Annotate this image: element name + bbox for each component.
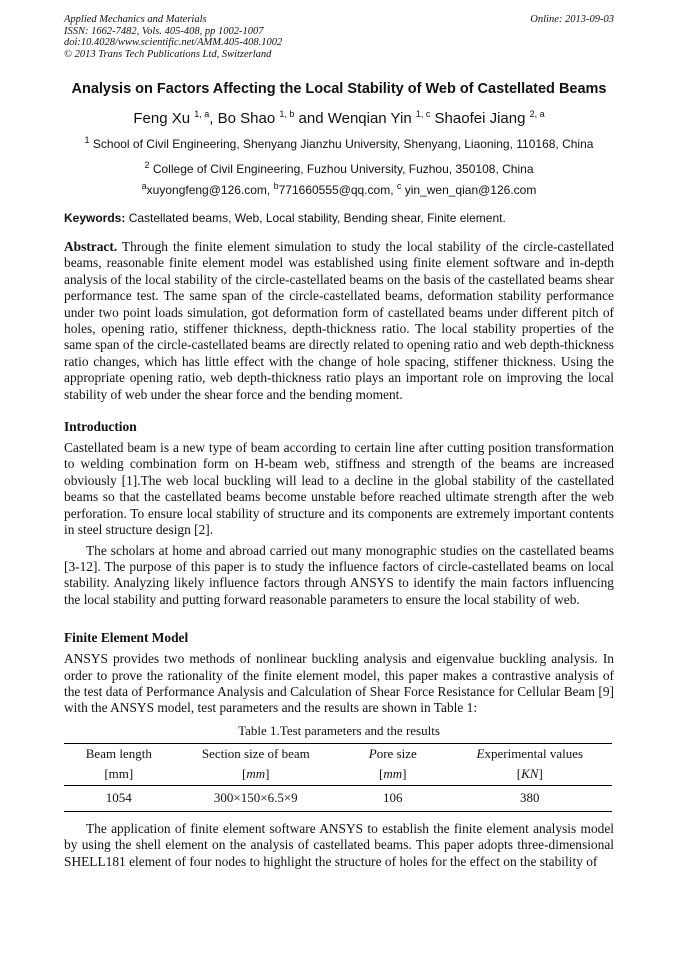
header-text: Section size of beam xyxy=(201,745,310,761)
affiliation-mark: 1 xyxy=(84,135,90,145)
author-affil-mark: 1, b xyxy=(279,109,295,119)
keywords-text: Castellated beams, Web, Local stability, Bending shear, Finite element. xyxy=(125,211,506,225)
intro-paragraph-1: Castellated beam is a new type of beam according to certain line after cutting position transformation to welding combination form on H-beam web, stiffness and strength of the beams are increased obviously [1].The web local buckling will lead to a decline in the global stability of the castellated beams so that the castellated beams become unstable before reached ultimate strength after the web perforation. To ensure local stability of structure and its components are extremely important contents in steel structure design [2]. xyxy=(64,440,614,538)
author-name: Bo Shao xyxy=(217,110,276,127)
keywords-label: Keywords: xyxy=(64,211,126,225)
affiliation-2 xyxy=(64,157,614,177)
author-name: Feng Xu xyxy=(133,110,191,127)
table-unit-cell: [mm] xyxy=(64,765,174,786)
section-heading-introduction: Introduction xyxy=(64,419,137,435)
table-unit-cell: [mm] xyxy=(338,765,448,786)
author-affil-mark: 1, a xyxy=(194,109,210,119)
email-mark: c xyxy=(396,181,402,191)
affiliation-text: College of Civil Engineering, Fuzhou University, Fuzhou, 350108, China xyxy=(152,162,534,176)
doi-line: doi:10.4028/www.scientific.net/AMM.405-408.1002 xyxy=(64,37,283,48)
fem-paragraph-1: ANSYS provides two methods of nonlinear buckling analysis and eigenvalue buckling analysis. In order to prove the rationality of the finite element model, this paper makes a contrastive analysis of the test data of Performance Analysis and Calculation of Shear Force Resistance for Cellular Beam [9] with the ANSYS model, test parameters and the results are shown in Table 1: xyxy=(64,651,614,716)
journal-name: Applied Mechanics and Materials xyxy=(64,14,207,25)
table-cell: 300×150×6.5×9 xyxy=(174,785,338,811)
author-name: Wenqian Yin xyxy=(327,110,412,127)
journal-header xyxy=(64,14,614,60)
unit-italic: mm xyxy=(383,765,403,781)
affiliation-text: School of Civil Engineering, Shenyang Jianzhu University, Shenyang, Liaoning, 110168, China xyxy=(92,137,594,151)
email-mark: b xyxy=(273,181,279,191)
issn-line: ISSN: 1662-7482, Vols. 405-408, pp 1002-1007 xyxy=(64,25,264,37)
header-italic-initial: P xyxy=(368,745,377,761)
table-units-row xyxy=(64,765,612,786)
unit-italic: KN xyxy=(521,765,539,781)
header-text: xperimental values xyxy=(484,745,584,761)
affiliation-1 xyxy=(64,132,614,152)
email-list xyxy=(64,181,614,197)
affiliation-mark: 2 xyxy=(144,160,150,170)
author-sep: , xyxy=(209,110,218,127)
email-address: 771660555@qq.com, xyxy=(278,183,397,197)
copyright-line: © 2013 Trans Tech Publications Ltd, Switzerland xyxy=(64,48,272,60)
paper-title: Analysis on Factors Affecting the Local Stability of Web of Castellated Beams xyxy=(71,81,607,97)
header-italic-initial: E xyxy=(476,745,485,761)
header-text: ore size xyxy=(376,745,417,761)
table-cell: 1054 xyxy=(64,785,174,811)
email-address: yin_wen_qian@126.com xyxy=(401,183,537,197)
author-affil-mark: 1, c xyxy=(415,109,431,119)
table-header-cell xyxy=(64,743,174,765)
author-affil-mark: 2, a xyxy=(529,109,545,119)
author-name: Shaofei Jiang xyxy=(434,110,526,127)
email-mark: a xyxy=(141,181,147,191)
author-sep: and xyxy=(294,110,328,127)
table-cell: 106 xyxy=(338,785,448,811)
table-cell: 380 xyxy=(448,785,612,811)
email-address: xuyongfeng@126.com, xyxy=(146,183,274,197)
online-date: Online: 2013-09-03 xyxy=(530,14,614,25)
table-header-row xyxy=(64,743,612,765)
abstract-text: Through the finite element simulation to study the local stability of the circle-castellated beams, reasonable finite element model was established using finite element software and in-depth analysis of the local stability of the circle-castellated beams on the basis of the castellated beams shear performance test. The same span of the circle-castellated beams, deformation stability performance under two point loads simulation, got deformation form of castellated beams under different pitch of holes, opening ratio, stiffener thickness, depth-thickness ratio. The local stability properties of the same span of the circle-castellated beams are directly related to opening ratio and web depth-thickness ratio changes, which has little effect with the change of hole spacing, stiffener thickness. Using the appropriate opening ratio, web depth-thickness ratio plays an important role on improving the local stability of web under the shear force and the bending moment. xyxy=(64,239,614,402)
fem-paragraph-2: The application of finite element software ANSYS to establish the finite element analysis model by using the shell element on the analysis of castellated beams. This paper adopts three-dimensional SHELL181 element of four nodes to highlight the structure of holes for the effect on the stability of xyxy=(64,820,614,869)
table-caption: Table 1.Test parameters and the results xyxy=(238,722,440,738)
table-header-cell xyxy=(338,743,448,765)
table-header-cell xyxy=(174,743,338,765)
header-text: Beam length xyxy=(85,745,152,761)
abstract-label: Abstract. xyxy=(64,239,118,254)
table-unit-cell: [KN] xyxy=(448,765,612,786)
abstract xyxy=(64,239,614,403)
keywords xyxy=(64,211,614,225)
author-list xyxy=(64,109,614,127)
unit-italic: mm xyxy=(246,765,266,781)
table-1 xyxy=(64,743,612,812)
intro-paragraph-2: The scholars at home and abroad carried out many monographic studies on the castellated beams [3-12]. The purpose of this paper is to study the influence factors of circle-castellated beams on local stability. Analyzing likely influence factors through ANSYS to identify the main factors influencing the local stability and putting forward reasonable parameters to ensure the local stability of web. xyxy=(64,542,614,607)
table-row xyxy=(64,785,612,811)
table-header-cell xyxy=(448,743,612,765)
section-heading-fem: Finite Element Model xyxy=(64,630,189,646)
table-unit-cell: [mm] xyxy=(174,765,338,786)
paper-page xyxy=(64,14,614,870)
